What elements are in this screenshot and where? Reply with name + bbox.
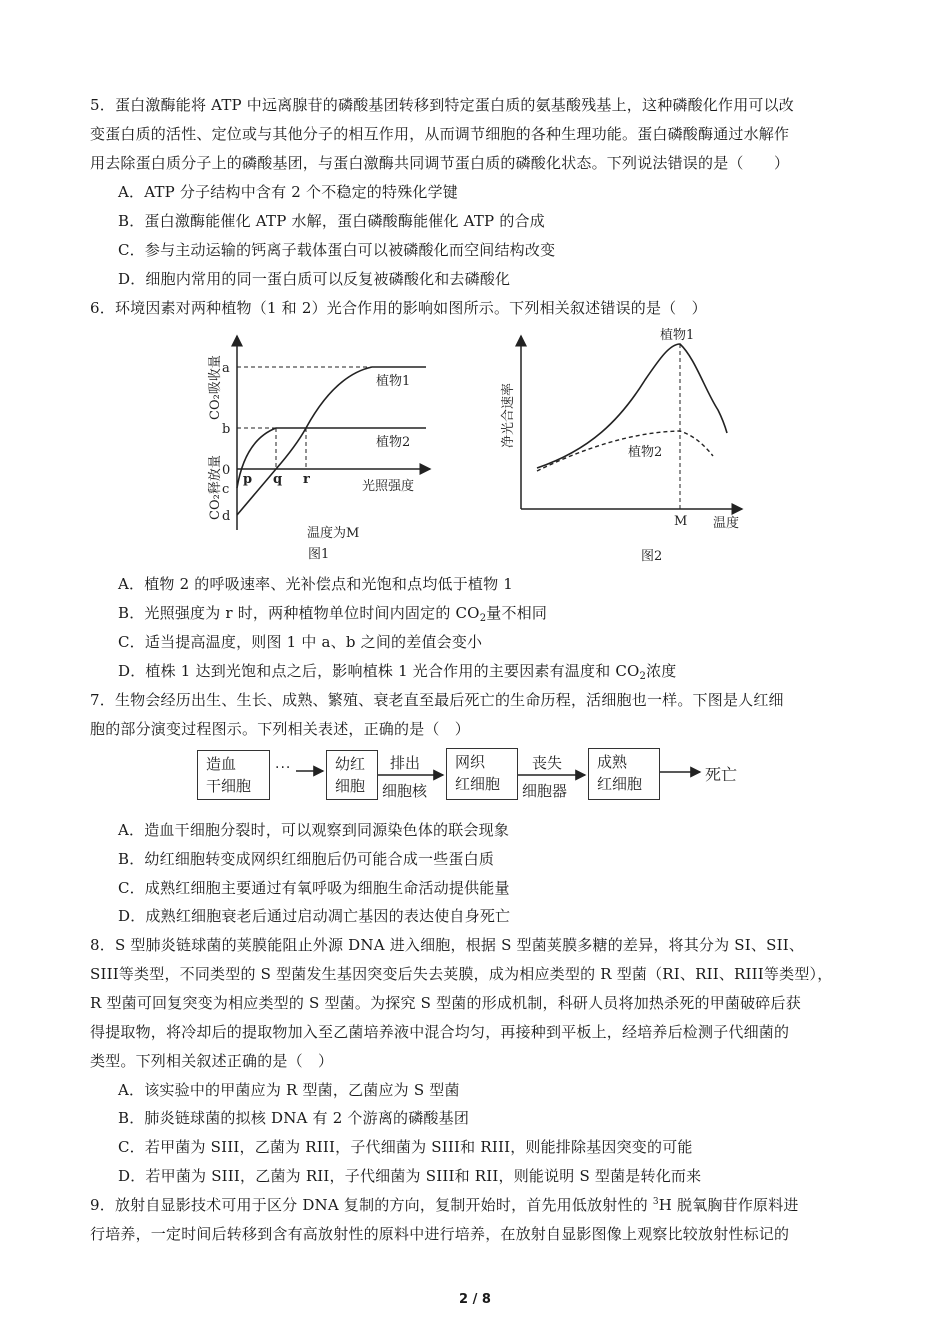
q5-stem-line-1: 5．蛋白激酶能将 ATP 中远离腺苷的磷酸基团转移到特定蛋白质的氨基酸残基上，这种磷酸化作用可以改: [90, 96, 794, 114]
y-axis-label: 净光合速率: [501, 382, 516, 448]
series-label-plant1: 植物1: [376, 374, 411, 389]
flow-box-mature-rbc: [588, 748, 660, 800]
figure-2-caption: 图2: [641, 549, 663, 564]
q5-stem-line-3: 用去除蛋白质分子上的磷酸基团，与蛋白激酶共同调节蛋白质的磷酸化状态。下列说法错误的是（ ）: [90, 154, 790, 172]
flow-box-text: 造血: [206, 755, 237, 773]
tick-r: r: [303, 472, 310, 487]
q9-text-end: H 脱氧胸苷作原料进: [658, 1196, 799, 1214]
figure-2-chart: [490, 320, 770, 570]
q6-option-b: [118, 603, 547, 623]
superscript: 3: [652, 1197, 659, 1207]
subscript: 2: [479, 613, 487, 624]
y-axis-label-top: CO₂吸收量: [208, 355, 223, 420]
q6-option-b-text: B．光照强度为 r 时，两种植物单位时间内固定的 CO: [118, 604, 480, 622]
series-label-plant1: 植物1: [660, 328, 695, 343]
q7-option-c: C．成熟红细胞主要通过有氧呼吸为细胞生命活动提供能量: [118, 879, 510, 897]
x-axis-label: 光照强度: [362, 479, 415, 494]
figure-1-note: 温度为M: [307, 526, 360, 541]
x-tick-m: M: [674, 514, 688, 529]
subscript: 2: [639, 671, 647, 682]
q7-option-d: D．成熟红细胞衰老后通过启动凋亡基因的表达使自身死亡: [118, 907, 511, 925]
q6-stem: 6．环境因素对两种植物（1 和 2）光合作用的影响如图所示。下列相关叙述错误的是（ ）: [90, 299, 707, 317]
q8-option-b: B．肺炎链球菌的拟核 DNA 有 2 个游离的磷酸基团: [118, 1109, 470, 1127]
series-label-plant2: 植物2: [628, 445, 663, 460]
q8-option-a: A．该实验中的甲菌应为 R 型菌，乙菌应为 S 型菌: [118, 1081, 460, 1099]
q8-stem-line-2: SIII等类型，不同类型的 S 型菌发生基因突变后失去荚膜，成为相应类型的 R 型菌（RI、RII、RIII等类型），: [90, 965, 833, 983]
tick-p: p: [243, 472, 253, 487]
arrow-label-bottom: 细胞器: [522, 782, 568, 800]
q8-stem-line-5: 类型。下列相关叙述正确的是（ ）: [90, 1052, 334, 1070]
tick-d: d: [222, 509, 231, 524]
q8-option-d: D．若甲菌为 SIII，乙菌为 RII，子代细菌为 SIII和 RII，则能说明 S 型菌是转化而来: [118, 1167, 702, 1185]
tick-q: q: [273, 472, 283, 487]
series-label-plant2: 植物2: [376, 435, 411, 450]
flow-box-text: 网织: [455, 753, 486, 771]
figure-1-caption: 图1: [308, 547, 330, 562]
arrow-label-top: 排出: [390, 754, 421, 772]
q8-stem-line-3: R 型菌可回复突变为相应类型的 S 型菌。为探究 S 型菌的形成机制，科研人员将加热杀死的甲菌破碎后获: [90, 994, 801, 1012]
q7-option-b: B．幼红细胞转变成网织红细胞后仍可能合成一些蛋白质: [118, 850, 495, 868]
flow-end-death: 死亡: [705, 765, 738, 784]
q8-stem-line-1: 8．S 型肺炎链球菌的荚膜能阻止外源 DNA 进入细胞，根据 S 型菌荚膜多糖的差异，将其分为 SI、SII、: [90, 936, 805, 954]
page-number: 2 / 8: [459, 1292, 491, 1307]
q6-option-a: A．植物 2 的呼吸速率、光补偿点和光饱和点均低于植物 1: [118, 575, 514, 593]
q6-option-c: C．适当提高温度，则图 1 中 a、b 之间的差值会变小: [118, 633, 483, 651]
q8-option-c: C．若甲菌为 SIII，乙菌为 RIII，子代细菌为 SIII和 RIII，则能排除基因突变的可能: [118, 1138, 693, 1156]
arrow-label-bottom: 细胞核: [382, 782, 428, 800]
q7-stem-line-2: 胞的部分演变过程图示。下列相关表述，正确的是（ ）: [90, 720, 471, 738]
flow-box-text: 细胞: [335, 777, 366, 795]
q7-stem-line-1: 7．生物会经历出生、生长、成熟、繁殖、衰老直至最后死亡的生命历程，活细胞也一样。下图是人红细: [90, 691, 784, 709]
q5-option-c: C．参与主动运输的钙离子载体蛋白可以被磷酸化而空间结构改变: [118, 241, 556, 259]
flow-box-erythroblast: [326, 750, 378, 800]
q9-text: 9．放射自显影技术可用于区分 DNA 复制的方向，复制开始时，首先用低放射性的: [90, 1196, 653, 1214]
q5-stem-line-2: 变蛋白质的活性、定位或与其他分子的相互作用，从而调节细胞的各种生理功能。蛋白磷酸酶通过水解作: [90, 125, 790, 143]
flow-box-text: 成熟: [597, 753, 628, 771]
flow-box-text: 红细胞: [597, 775, 643, 793]
figure-1-chart: [195, 325, 455, 570]
y-axis-label-bottom: CO₂释放量: [208, 455, 223, 520]
flow-box-hsc: [197, 750, 270, 800]
q6-option-d-text-end: 浓度: [646, 662, 677, 680]
q5-option-a: A．ATP 分子结构中含有 2 个不稳定的特殊化学键: [118, 183, 458, 201]
q6-option-d-text: D．植株 1 达到光饱和点之后，影响植株 1 光合作用的主要因素有温度和 CO: [118, 662, 640, 680]
tick-0: 0: [222, 463, 231, 478]
q9-stem-line-1: [90, 1195, 799, 1215]
q6-option-b-text-end: 量不相同: [486, 604, 548, 622]
x-axis-label: 温度: [713, 516, 740, 531]
q5-option-d: D．细胞内常用的同一蛋白质可以反复被磷酸化和去磷酸化: [118, 270, 511, 288]
flow-ellipsis: ···: [275, 760, 292, 776]
arrow-label-top: 丧失: [532, 754, 563, 772]
q6-option-d: [118, 661, 677, 681]
tick-b: b: [222, 422, 231, 437]
tick-a: a: [222, 361, 230, 376]
flow-box-text: 红细胞: [455, 775, 501, 793]
q5-option-b: B．蛋白激酶能催化 ATP 水解，蛋白磷酸酶能催化 ATP 的合成: [118, 212, 545, 230]
flow-box-reticulocyte: [446, 748, 518, 800]
flow-box-text: 干细胞: [206, 777, 252, 795]
tick-c: c: [222, 482, 230, 497]
q7-option-a: A．造血干细胞分裂时，可以观察到同源染色体的联会现象: [118, 821, 510, 839]
q9-stem-line-2: 行培养，一定时间后转移到含有高放射性的原料中进行培养，在放射自显影图像上观察比较放射性标记的: [90, 1225, 790, 1243]
flow-box-text: 幼红: [335, 755, 366, 773]
q8-stem-line-4: 得提取物，将冷却后的提取物加入至乙菌培养液中混合均匀，再接种到平板上，经培养后检测子代细菌的: [90, 1023, 790, 1041]
